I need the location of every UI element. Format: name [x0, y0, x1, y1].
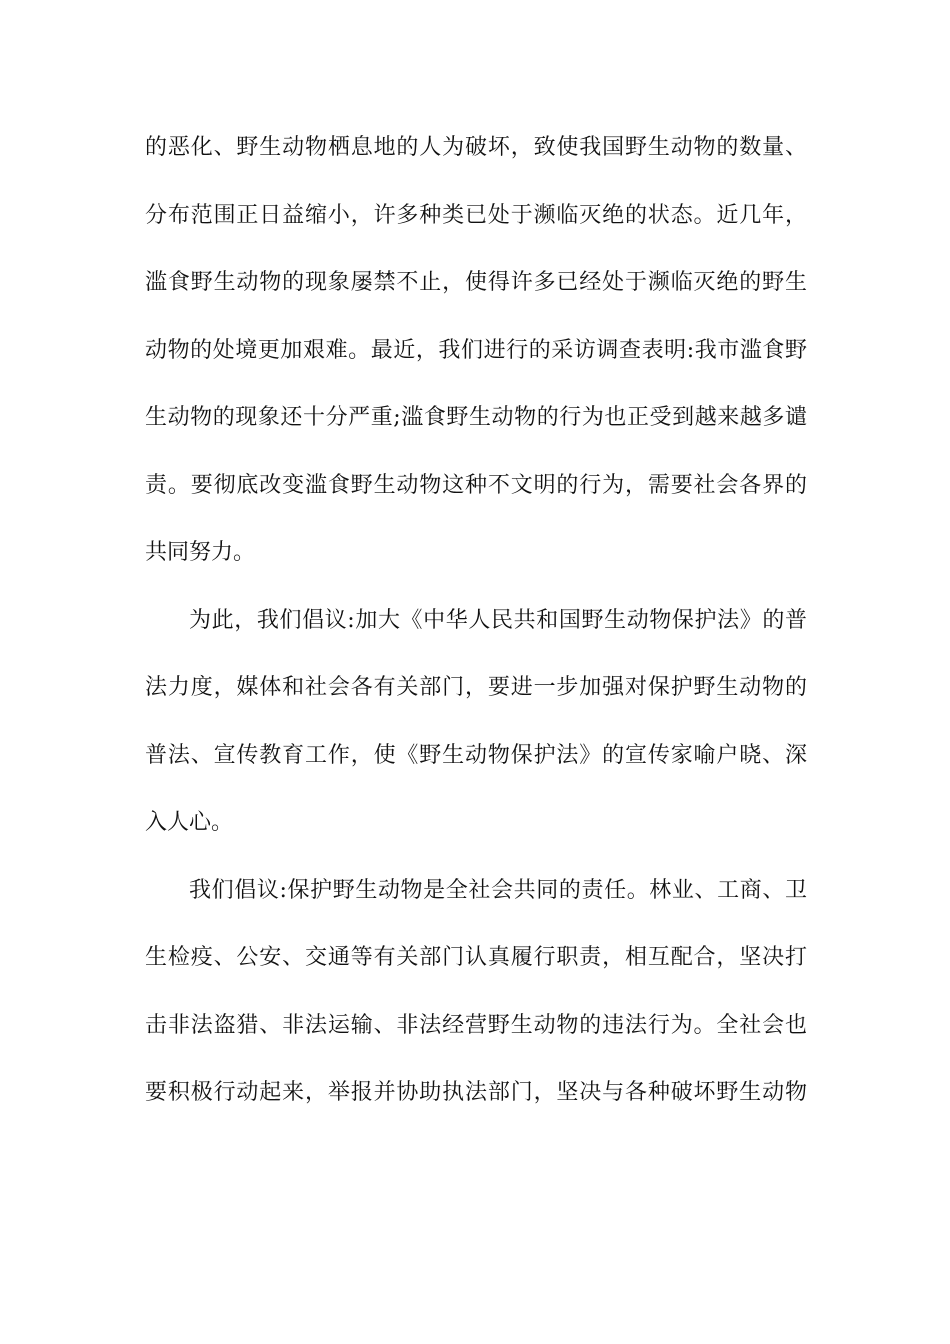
text-line: 的恶化、野生动物栖息地的人为破坏，致使我国野生动物的数量、 [145, 135, 807, 160]
text-line: 生动物的现象还十分严重;滥食野生动物的行为也正受到越来越多谴 [145, 405, 807, 430]
text-line: 分布范围正日益缩小，许多种类已处于濒临灭绝的状态。近几年， [145, 202, 807, 228]
paragraph-first-line: 为此，我们倡议:加大《中华人民共和国野生动物保护法》的普 [189, 607, 807, 633]
text-line: 入人心。 [145, 810, 234, 835]
text-line: 共同努力。 [145, 540, 256, 565]
text-line: 责。要彻底改变滥食野生动物这种不文明的行为，需要社会各界的 [145, 472, 807, 498]
text-line: 滥食野生动物的现象屡禁不止，使得许多已经处于濒临灭绝的野生 [145, 270, 807, 295]
text-line: 法力度，媒体和社会各有关部门，要进一步加强对保护野生动物的 [145, 675, 807, 700]
text-line: 生检疫、公安、交通等有关部门认真履行职责，相互配合，坚决打 [145, 945, 807, 970]
text-line: 要积极行动起来，举报并协助执法部门，坚决与各种破坏野生动物 [145, 1080, 807, 1105]
body-text [145, 122, 807, 1135]
text-line: 击非法盗猎、非法运输、非法经营野生动物的违法行为。全社会也 [145, 1012, 807, 1038]
paragraph-first-line: 我们倡议:保护野生动物是全社会共同的责任。林业、工商、卫 [189, 877, 807, 903]
text-line: 普法、宣传教育工作，使《野生动物保护法》的宣传家喻户晓、深 [145, 742, 807, 768]
text-line: 动物的处境更加艰难。最近，我们进行的采访调查表明:我市滥食野 [145, 337, 807, 363]
